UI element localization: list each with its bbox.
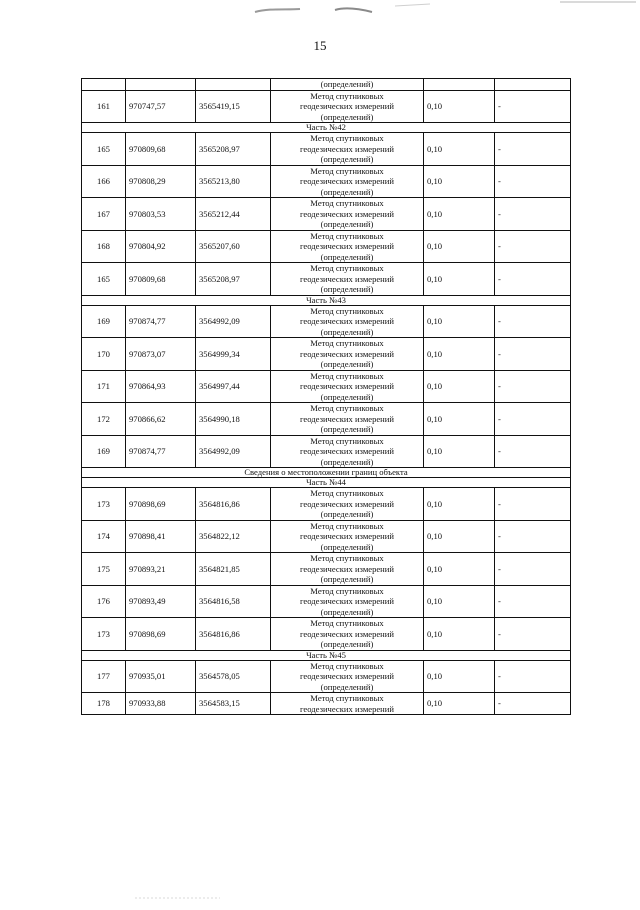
y-coordinate-cell: 3564578,05	[196, 660, 271, 693]
section-header-row	[82, 295, 571, 305]
x-coordinate-cell: 970893,21	[126, 553, 196, 586]
method-line: Метод спутниковых	[310, 90, 384, 101]
method-line: Метод спутниковых	[310, 435, 384, 446]
method-line: Метод спутниковых	[310, 488, 384, 498]
method-cell	[271, 230, 424, 263]
accuracy-cell	[424, 79, 495, 91]
description-cell: -	[495, 338, 571, 371]
table-row-continuation	[82, 79, 571, 91]
section-header-row	[82, 468, 571, 478]
method-line: Метод спутниковых	[310, 585, 384, 596]
table-row	[82, 553, 571, 586]
method-line: Метод спутниковых	[310, 553, 384, 563]
x-coordinate-cell: 970864,93	[126, 370, 196, 403]
method-cell	[271, 693, 424, 715]
method-cell	[271, 79, 424, 91]
accuracy-cell: 0,10	[424, 435, 495, 468]
table-row	[82, 403, 571, 436]
description-cell: -	[495, 263, 571, 296]
x-coordinate-cell: 970935,01	[126, 660, 196, 693]
method-line: (определений)	[320, 606, 374, 617]
description-cell	[495, 79, 571, 91]
method-line: геодезических измерений	[300, 381, 394, 391]
method-line: (определений)	[320, 639, 374, 649]
method-line: (определений)	[320, 681, 374, 692]
method-line: Метод спутниковых	[310, 660, 384, 671]
method-cell	[271, 198, 424, 231]
method-cell	[271, 165, 424, 198]
point-number-cell: 168	[82, 230, 126, 263]
description-cell: -	[495, 693, 571, 715]
table-row	[82, 370, 571, 403]
method-line: (определений)	[320, 541, 374, 552]
point-number-cell: 174	[82, 520, 126, 553]
method-cell	[271, 305, 424, 338]
y-coordinate-cell: 3565208,97	[196, 263, 271, 296]
accuracy-cell: 0,10	[424, 230, 495, 263]
method-cell	[271, 90, 424, 123]
page-number: 15	[313, 38, 327, 53]
method-cell	[271, 660, 424, 693]
description-cell: -	[495, 660, 571, 693]
method-line: Метод спутниковых	[310, 338, 384, 348]
method-line: геодезических измерений	[300, 348, 394, 359]
scan-artifact-bottom	[0, 880, 640, 910]
method-line: геодезических измерений	[300, 671, 394, 681]
section-header-row	[82, 123, 571, 133]
table-row	[82, 338, 571, 371]
point-number-cell: 167	[82, 198, 126, 231]
method-cell	[271, 488, 424, 521]
point-number-cell: 177	[82, 660, 126, 693]
section-header-row	[82, 650, 571, 660]
point-number-cell: 173	[82, 488, 126, 521]
table-row	[82, 198, 571, 231]
accuracy-cell: 0,10	[424, 198, 495, 231]
point-number-cell: 175	[82, 553, 126, 586]
accuracy-cell: 0,10	[424, 338, 495, 371]
description-cell: -	[495, 585, 571, 618]
method-line: геодезических измерений	[300, 176, 394, 186]
method-line: Метод спутниковых	[310, 263, 384, 273]
method-cell	[271, 618, 424, 651]
method-line: геодезических измерений	[300, 498, 394, 509]
coordinates-table	[81, 78, 571, 715]
section-title: Часть №43	[82, 295, 571, 305]
description-cell: -	[495, 553, 571, 586]
y-coordinate-cell: 3564999,34	[196, 338, 271, 371]
method-line: (определений)	[320, 186, 374, 197]
y-coordinate-cell: 3565207,60	[196, 230, 271, 263]
method-line: (определений)	[320, 424, 374, 434]
description-cell: -	[495, 370, 571, 403]
method-line: Метод спутниковых	[310, 230, 384, 241]
table-row	[82, 90, 571, 123]
method-line: Метод спутниковых	[310, 370, 384, 381]
accuracy-cell: 0,10	[424, 305, 495, 338]
description-cell: -	[495, 230, 571, 263]
accuracy-cell: 0,10	[424, 90, 495, 123]
y-coordinate-cell: 3565212,44	[196, 198, 271, 231]
method-line: (определений)	[320, 284, 374, 294]
description-cell: -	[495, 165, 571, 198]
y-coordinate-cell: 3564997,44	[196, 370, 271, 403]
method-line: (определений)	[320, 219, 374, 229]
method-line: Метод спутниковых	[310, 305, 384, 316]
description-cell: -	[495, 520, 571, 553]
method-line: геодезических измерений	[300, 208, 394, 219]
table-row	[82, 693, 571, 715]
method-line: (определений)	[320, 154, 374, 164]
table-row	[82, 435, 571, 468]
method-cell	[271, 338, 424, 371]
accuracy-cell: 0,10	[424, 403, 495, 436]
scan-artifact-top	[0, 0, 640, 40]
point-number-cell: 170	[82, 338, 126, 371]
method-line: геодезических измерений	[300, 446, 394, 456]
method-line: (определений)	[320, 111, 374, 122]
method-line: геодезических измерений	[300, 531, 394, 541]
method-line: (определений)	[320, 359, 374, 369]
point-number-cell: 161	[82, 90, 126, 123]
y-coordinate-cell: 3564583,15	[196, 693, 271, 715]
method-cell	[271, 435, 424, 468]
method-line: Метод спутниковых	[310, 133, 384, 143]
method-line: геодезических измерений	[300, 563, 394, 574]
point-number-cell: 172	[82, 403, 126, 436]
accuracy-cell: 0,10	[424, 553, 495, 586]
method-line: (определений)	[320, 574, 374, 584]
x-coordinate-cell: 970898,69	[126, 618, 196, 651]
point-number-cell: 169	[82, 435, 126, 468]
x-coordinate-cell: 970747,57	[126, 90, 196, 123]
accuracy-cell: 0,10	[424, 585, 495, 618]
x-coordinate-cell: 970898,41	[126, 520, 196, 553]
y-coordinate-cell: 3564816,86	[196, 618, 271, 651]
method-line: (определений)	[320, 391, 374, 402]
section-title: Часть №44	[82, 478, 571, 488]
section-title: Часть №42	[82, 123, 571, 133]
method-line: геодезических измерений	[300, 413, 394, 424]
method-line: геодезических измерений	[300, 143, 394, 154]
method-line: геодезических измерений	[300, 703, 394, 714]
x-coordinate-cell: 970898,69	[126, 488, 196, 521]
method-line: (определений)	[320, 251, 374, 262]
method-line: геодезических измерений	[300, 316, 394, 326]
method-line: геодезических измерений	[300, 101, 394, 111]
description-cell: -	[495, 618, 571, 651]
accuracy-cell: 0,10	[424, 693, 495, 715]
y-coordinate-cell: 3564816,86	[196, 488, 271, 521]
x-coordinate-cell: 970804,92	[126, 230, 196, 263]
x-coordinate-cell: 970809,68	[126, 133, 196, 166]
table-row	[82, 520, 571, 553]
description-cell: -	[495, 198, 571, 231]
y-coordinate-cell: 3564992,09	[196, 435, 271, 468]
description-cell: -	[495, 90, 571, 123]
table-row	[82, 660, 571, 693]
accuracy-cell: 0,10	[424, 165, 495, 198]
x-coordinate-cell: 970808,29	[126, 165, 196, 198]
point-number-cell: 178	[82, 693, 126, 715]
accuracy-cell: 0,10	[424, 488, 495, 521]
section-header-row	[82, 478, 571, 488]
y-coordinate-cell: 3565213,80	[196, 165, 271, 198]
accuracy-cell: 0,10	[424, 618, 495, 651]
accuracy-cell: 0,10	[424, 660, 495, 693]
method-cell	[271, 133, 424, 166]
description-cell: -	[495, 403, 571, 436]
method-line: Метод спутниковых	[310, 618, 384, 628]
method-cell	[271, 520, 424, 553]
table-row	[82, 165, 571, 198]
method-line: (определений)	[320, 456, 374, 467]
description-cell: -	[495, 488, 571, 521]
point-number-cell: 165	[82, 133, 126, 166]
method-line: геодезических измерений	[300, 241, 394, 251]
y-coordinate-cell: 3564990,18	[196, 403, 271, 436]
description-cell: -	[495, 305, 571, 338]
point-number-cell: 165	[82, 263, 126, 296]
method-cell	[271, 553, 424, 586]
x-coordinate-cell: 970933,88	[126, 693, 196, 715]
method-line: Метод спутниковых	[310, 693, 384, 703]
method-line: (определений)	[320, 509, 374, 519]
x-coordinate-cell	[126, 79, 196, 91]
table-row	[82, 488, 571, 521]
coordinates-table-body	[82, 79, 571, 715]
section-title: Часть №45	[82, 650, 571, 660]
method-line: геодезических измерений	[300, 273, 394, 284]
table-row	[82, 305, 571, 338]
point-number-cell: 173	[82, 618, 126, 651]
table-row	[82, 230, 571, 263]
method-line: Метод спутниковых	[310, 403, 384, 413]
method-line: Метод спутниковых	[310, 198, 384, 208]
method-line: (определений)	[320, 79, 374, 89]
table-row	[82, 618, 571, 651]
y-coordinate-cell	[196, 79, 271, 91]
x-coordinate-cell: 970866,62	[126, 403, 196, 436]
x-coordinate-cell: 970893,49	[126, 585, 196, 618]
point-number-cell: 171	[82, 370, 126, 403]
point-number-cell	[82, 79, 126, 91]
y-coordinate-cell: 3565419,15	[196, 90, 271, 123]
accuracy-cell: 0,10	[424, 133, 495, 166]
method-line: геодезических измерений	[300, 596, 394, 606]
accuracy-cell: 0,10	[424, 370, 495, 403]
method-cell	[271, 403, 424, 436]
point-number-cell: 176	[82, 585, 126, 618]
method-line: Метод спутниковых	[310, 520, 384, 531]
method-line: (определений)	[320, 326, 374, 337]
table-row	[82, 263, 571, 296]
method-cell	[271, 263, 424, 296]
accuracy-cell: 0,10	[424, 520, 495, 553]
y-coordinate-cell: 3564822,12	[196, 520, 271, 553]
table-row	[82, 585, 571, 618]
y-coordinate-cell: 3564816,58	[196, 585, 271, 618]
x-coordinate-cell: 970874,77	[126, 435, 196, 468]
method-line: Метод спутниковых	[310, 165, 384, 176]
method-cell	[271, 370, 424, 403]
x-coordinate-cell: 970873,07	[126, 338, 196, 371]
accuracy-cell: 0,10	[424, 263, 495, 296]
description-cell: -	[495, 435, 571, 468]
description-cell: -	[495, 133, 571, 166]
method-line: геодезических измерений	[300, 628, 394, 639]
y-coordinate-cell: 3564992,09	[196, 305, 271, 338]
x-coordinate-cell: 970874,77	[126, 305, 196, 338]
y-coordinate-cell: 3564821,85	[196, 553, 271, 586]
y-coordinate-cell: 3565208,97	[196, 133, 271, 166]
point-number-cell: 166	[82, 165, 126, 198]
x-coordinate-cell: 970803,53	[126, 198, 196, 231]
x-coordinate-cell: 970809,68	[126, 263, 196, 296]
method-cell	[271, 585, 424, 618]
point-number-cell: 169	[82, 305, 126, 338]
table-row	[82, 133, 571, 166]
section-title: Сведения о местоположении границ объекта	[82, 468, 571, 478]
